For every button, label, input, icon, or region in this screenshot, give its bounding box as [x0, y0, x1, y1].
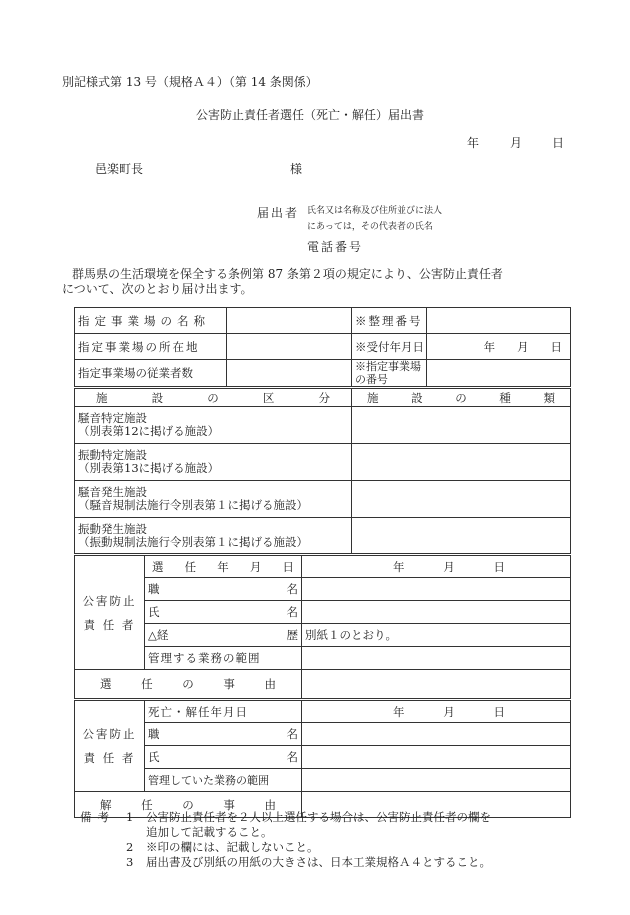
- applicant-label: 届出者: [257, 206, 300, 220]
- intro-line-2: について、次のとおり届け出ます。: [62, 282, 253, 296]
- facility-no-value[interactable]: [427, 360, 571, 388]
- notification-table: [74, 307, 571, 818]
- facility-address-label: 指定事業場の所在地: [75, 334, 227, 360]
- name-value[interactable]: [302, 601, 571, 624]
- type-vibration-generating[interactable]: [352, 518, 571, 555]
- facility-no-label: ※指定事業場の番号: [352, 360, 427, 388]
- type-column-header: 施 設 の 種 類: [352, 388, 571, 407]
- career-value: 別紙１のとおり。: [302, 624, 571, 647]
- category-column-header: 施 設 の 区 分: [75, 388, 352, 407]
- position-value[interactable]: [302, 578, 571, 601]
- facility-address-value[interactable]: [227, 334, 352, 360]
- death-dismissal-date-value[interactable]: 年 月 日: [302, 700, 571, 723]
- note-3-num: 3: [126, 855, 134, 869]
- ref-no-label: ※整理番号: [352, 308, 427, 334]
- document-title: 公害防止責任者選任（死亡・解任）届出書: [196, 108, 425, 122]
- honorific: 様: [290, 162, 303, 176]
- addressee: 邑楽町長: [95, 162, 144, 176]
- dismissed-name-label: 氏 名: [145, 746, 302, 769]
- phone-label: 電話番号: [307, 240, 364, 254]
- employees-value[interactable]: [227, 360, 352, 388]
- date-day: 日: [552, 136, 565, 150]
- dismissed-officer-label: 公害防止 責 任 者: [75, 700, 145, 792]
- category-vibration-generating: 振動発生施設 （振動規制法施行令別表第１に掲げる施設）: [75, 518, 352, 555]
- career-label: △経 歴: [145, 624, 302, 647]
- note-2-text: ※印の欄には、記載しないこと。: [146, 840, 319, 854]
- category-noise-specified: 騒音特定施設 （別表第12に掲げる施設）: [75, 407, 352, 444]
- appointment-date-value[interactable]: 年 月 日: [302, 555, 571, 578]
- duties-scope-label: 管理する業務の範囲: [145, 647, 302, 670]
- intro-line-1: 群馬県の生活環境を保全する条例第 87 条第２項の規定により、公害防止責任者: [72, 267, 503, 281]
- dismissed-position-label: 職 名: [145, 723, 302, 746]
- facility-name-value[interactable]: [227, 308, 352, 334]
- note-3-text: 届出書及び別紙の用紙の大きさは、日本工業規格Ａ４とすること。: [146, 855, 491, 869]
- type-vibration-specified[interactable]: [352, 444, 571, 481]
- received-date-label: ※受付年月日: [352, 334, 427, 360]
- appointment-date-label: 選 任 年 月 日: [145, 555, 302, 578]
- applicant-note-1: 氏名又は名称及び住所並びに法人: [307, 206, 443, 216]
- dismissal-reason-label: 解 任 の 事 由: [75, 792, 302, 818]
- employees-label: 指定事業場の従業者数: [75, 360, 227, 388]
- prev-duties-scope-label: 管理していた業務の範囲: [145, 769, 302, 792]
- ref-no-value[interactable]: [427, 308, 571, 334]
- note-1-num: 1: [126, 810, 134, 824]
- date-year: 年: [467, 136, 480, 150]
- appointment-reason-value[interactable]: [302, 670, 571, 700]
- category-noise-generating: 騒音発生施設 （騒音規制法施行令別表第１に掲げる施設）: [75, 481, 352, 518]
- notes-label: 備考: [80, 810, 115, 824]
- name-label: 氏 名: [145, 601, 302, 624]
- position-label: 職 名: [145, 578, 302, 601]
- category-vibration-specified: 振動特定施設 （別表第13に掲げる施設）: [75, 444, 352, 481]
- date-month: 月: [510, 136, 523, 150]
- received-date-value[interactable]: 年 月 日: [427, 334, 571, 360]
- dismissed-name-value[interactable]: [302, 746, 571, 769]
- duties-scope-value[interactable]: [302, 647, 571, 670]
- death-dismissal-date-label: 死亡・解任年月日: [145, 700, 302, 723]
- applicant-note-2: にあっては，その代表者の氏名: [307, 222, 433, 232]
- facility-name-label: 指定事業場の名称: [75, 308, 227, 334]
- appointed-officer-label: 公害防止 責 任 者: [75, 555, 145, 670]
- note-2-num: 2: [126, 840, 134, 854]
- note-1-cont: 追加して記載すること。: [146, 825, 273, 839]
- type-noise-generating[interactable]: [352, 481, 571, 518]
- type-noise-specified[interactable]: [352, 407, 571, 444]
- dismissed-position-value[interactable]: [302, 723, 571, 746]
- notes: [80, 810, 580, 870]
- note-1-text: 公害防止責任者を２人以上選任する場合は、公害防止責任者の欄を: [146, 810, 491, 824]
- prev-duties-scope-value[interactable]: [302, 769, 571, 792]
- form-number: 別記様式第 13 号（規格Ａ４）（第 14 条関係）: [62, 75, 318, 89]
- appointment-reason-label: 選 任 の 事 由: [75, 670, 302, 700]
